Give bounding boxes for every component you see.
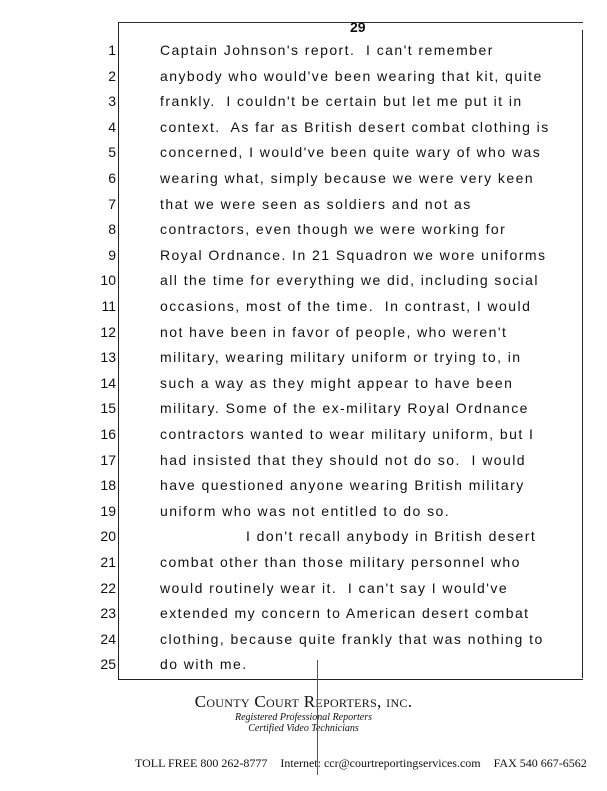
firm-tagline-1: Registered Professional Reporters [234,712,373,723]
transcript-line: all the time for everything we did, including social [160,272,539,289]
transcript-line: uniform who was not entitled to do so. [160,502,451,519]
transcript-line: concerned, I would've been quite wary of who was [160,144,542,161]
transcript-line: I don't recall anybody in British desert [246,528,537,545]
transcript-line: clothing, because quite frankly that was nothing to [160,630,544,647]
toll-free: TOLL FREE 800 262-8777 [135,756,268,770]
transcript-line: that we were seen as soldiers and not as [160,195,472,212]
line-number: 25 [100,656,116,673]
line-number: 4 [108,118,116,135]
transcript-line: Royal Ordnance. In 21 Squadron we wore uniforms [160,246,547,263]
line-number: 20 [100,528,116,545]
line-number: 3 [108,93,116,110]
line-number: 13 [100,349,116,366]
line-number: 19 [100,502,116,519]
transcript-line: Captain Johnson's report. I can't remember [160,42,494,58]
transcript-line: military. Some of the ex-military Royal Ordnance [160,400,529,417]
fax: FAX 540 667-6562 [493,756,587,770]
transcript-line: have questioned anyone wearing British military [160,477,525,494]
transcript-line: not have been in favor of people, who weren't [160,323,508,340]
transcript-line: combat other than those military personnel who [160,554,521,570]
line-number: 6 [108,170,116,186]
line-number: 24 [100,630,116,647]
transcript-line: context. As far as British desert combat clothing is [160,118,550,135]
line-number: 15 [100,400,116,417]
line-number: 16 [100,426,116,442]
line-number: 22 [100,579,116,596]
transcript-line: contractors, even though we were working for [160,221,507,238]
line-number: 10 [100,272,116,289]
transcript-line: such a way as they might appear to have been [160,374,514,391]
line-number: 12 [100,323,116,340]
transcript-line: military, wearing military uniform or trying to, in [160,349,522,366]
internet-email: Internet: ccr@courtreportingservices.com [280,756,481,770]
line-number: 18 [100,477,116,494]
transcript-line: frankly. I couldn't be certain but let me put it in [160,93,523,110]
line-number: 23 [100,605,116,622]
transcript-line: wearing what, simply because we were very keen [160,170,535,186]
line-number: 1 [108,42,116,58]
line-number: 8 [108,221,116,238]
transcript-line: do with me. [160,656,248,673]
right-margin-line [582,30,583,678]
line-number: 17 [100,451,116,468]
contact-line [135,756,597,771]
transcript-line: extended my concern to American desert combat [160,605,530,622]
line-number: 14 [100,374,116,391]
footer [0,692,607,734]
transcript-line: anybody who would've been wearing that kit, quite [160,67,543,84]
transcript-line: had insisted that they should not do so. I would [160,451,527,468]
transcript-line: contractors wanted to wear military uniform, but I [160,426,535,442]
line-number: 9 [108,246,116,263]
line-number: 2 [108,67,116,84]
transcript-line: occasions, most of the time. In contrast, I would [160,298,532,314]
line-number: 11 [101,298,116,314]
line-number: 21 [100,554,116,570]
page-number: 29 [350,19,366,35]
firm-name: County Court Reporters, inc. [194,692,413,711]
scan-artifact-line [317,660,318,775]
line-number: 7 [108,195,116,212]
line-number: 5 [108,144,116,161]
firm-tagline-2: Certified Video Technicians [248,723,359,734]
transcript-line: would routinely wear it. I can't say I would've [160,579,509,596]
